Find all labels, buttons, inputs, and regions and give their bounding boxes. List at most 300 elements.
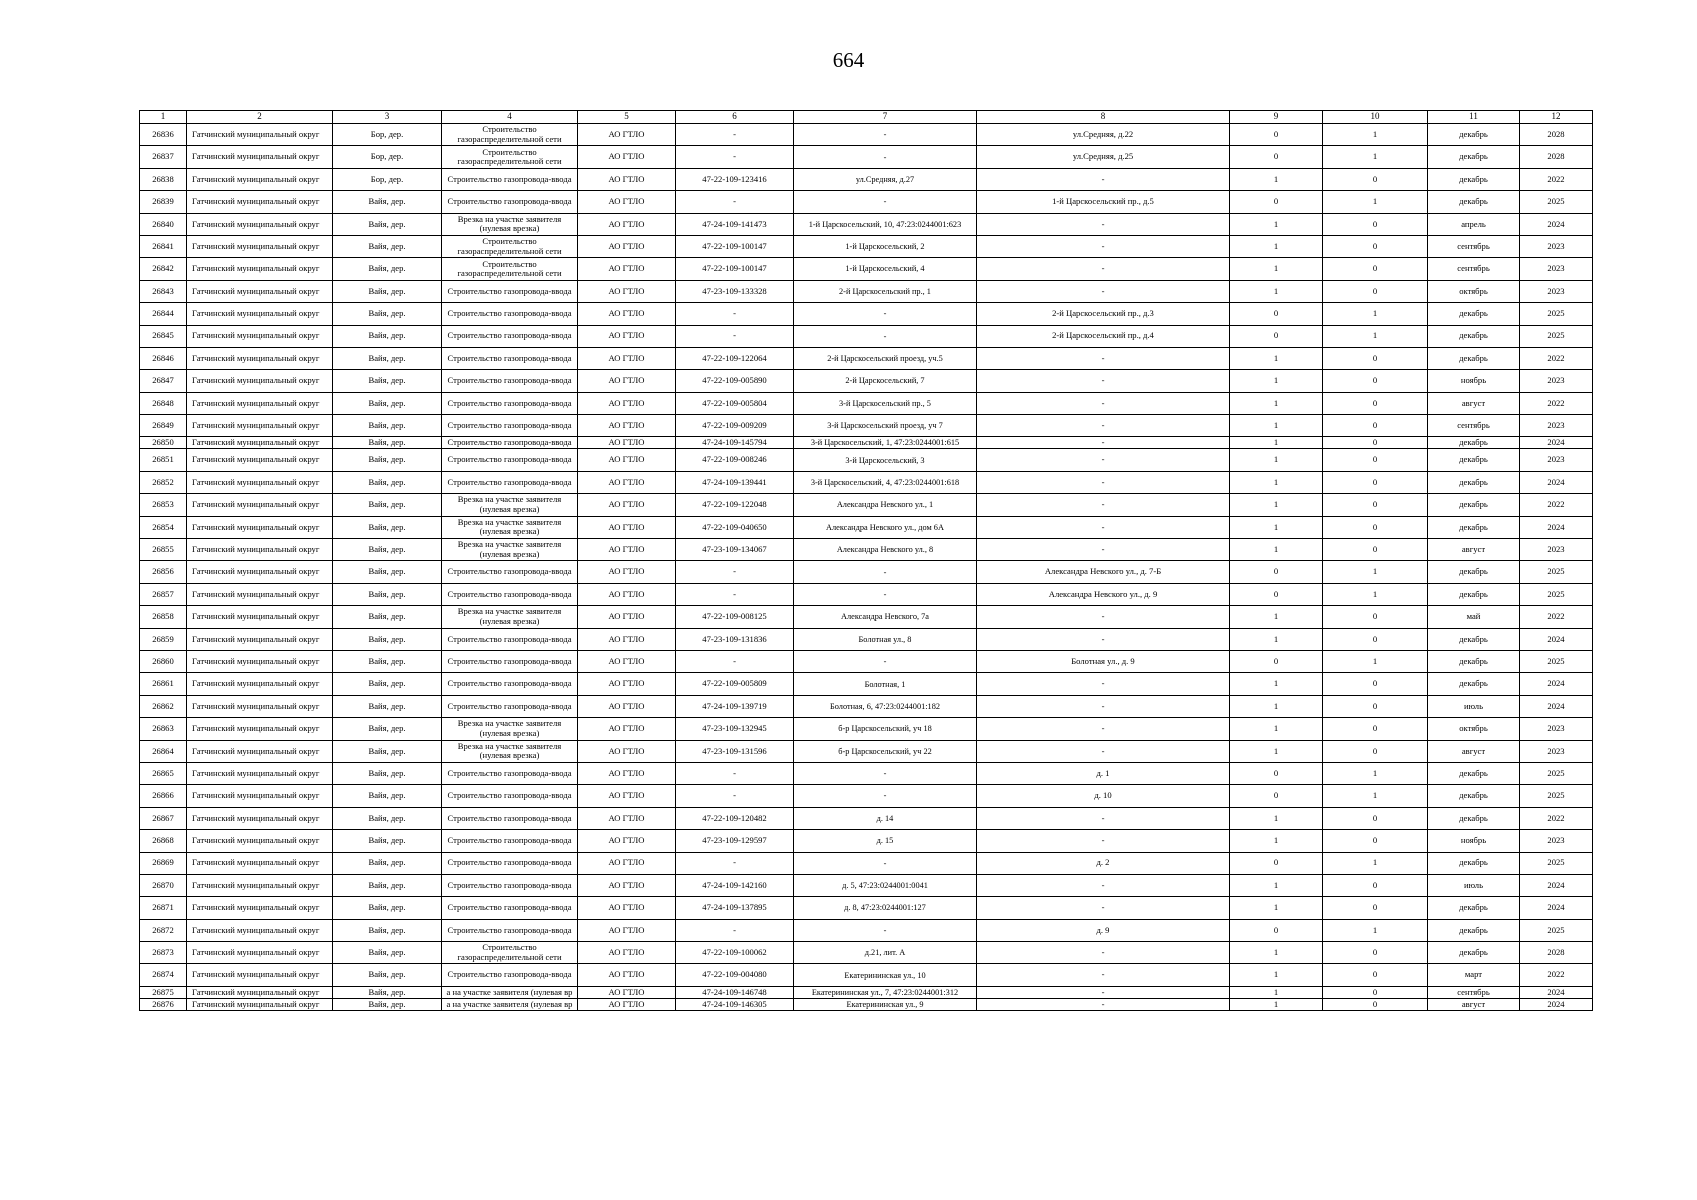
municipality-cell: Гатчинский муниципальный округ xyxy=(187,191,333,213)
existing-count-cell: 1 xyxy=(1230,258,1323,280)
municipality-cell: Гатчинский муниципальный округ xyxy=(187,471,333,493)
settlement-cell: Вайя, дер. xyxy=(333,695,442,717)
planned-count-cell: 0 xyxy=(1323,897,1428,919)
work-type-cell: Строительство газораспределительной сети xyxy=(442,235,578,257)
project-number-cell: - xyxy=(676,785,794,807)
project-number-cell: 47-24-109-146305 xyxy=(676,998,794,1010)
project-number-cell: - xyxy=(676,561,794,583)
address-cell: ул.Средняя, д.27 xyxy=(794,168,977,190)
planned-address-cell: - xyxy=(977,964,1230,986)
work-type-cell: Строительство газораспределительной сети xyxy=(442,124,578,146)
project-number-cell: - xyxy=(676,325,794,347)
planned-count-cell: 0 xyxy=(1323,437,1428,449)
year-cell: 2022 xyxy=(1520,606,1593,628)
existing-count-cell: 0 xyxy=(1230,762,1323,784)
planned-count-cell: 0 xyxy=(1323,539,1428,561)
project-number-cell: - xyxy=(676,303,794,325)
year-cell: 2025 xyxy=(1520,650,1593,672)
work-type-cell: Врезка на участке заявителя (нулевая врезка) xyxy=(442,606,578,628)
settlement-cell: Бор, дер. xyxy=(333,168,442,190)
planned-address-cell: ул.Средняя, д.22 xyxy=(977,124,1230,146)
column-header: 6 xyxy=(676,111,794,124)
organization-cell: АО ГТЛО xyxy=(578,494,676,516)
settlement-cell: Вайя, дер. xyxy=(333,258,442,280)
organization-cell: АО ГТЛО xyxy=(578,740,676,762)
address-cell: - xyxy=(794,762,977,784)
settlement-cell: Вайя, дер. xyxy=(333,986,442,998)
project-number-cell: 47-22-109-040650 xyxy=(676,516,794,538)
address-cell: 2-й Царскосельский пр., 1 xyxy=(794,280,977,302)
project-number-cell: 47-24-109-145794 xyxy=(676,437,794,449)
address-cell: д. 15 xyxy=(794,830,977,852)
planned-count-cell: 1 xyxy=(1323,583,1428,605)
table-row xyxy=(140,740,1593,762)
organization-cell: АО ГТЛО xyxy=(578,516,676,538)
project-number-cell: 47-23-109-133328 xyxy=(676,280,794,302)
work-type-cell: Строительство газопровода-ввода xyxy=(442,673,578,695)
address-cell: д. 14 xyxy=(794,807,977,829)
planned-count-cell: 0 xyxy=(1323,258,1428,280)
existing-count-cell: 1 xyxy=(1230,370,1323,392)
month-cell: апрель xyxy=(1428,213,1520,235)
month-cell: декабрь xyxy=(1428,303,1520,325)
municipality-cell: Гатчинский муниципальный округ xyxy=(187,539,333,561)
address-cell: - xyxy=(794,561,977,583)
address-cell: - xyxy=(794,124,977,146)
planned-count-cell: 0 xyxy=(1323,695,1428,717)
address-cell: - xyxy=(794,191,977,213)
planned-count-cell: 0 xyxy=(1323,370,1428,392)
planned-address-cell: - xyxy=(977,807,1230,829)
year-cell: 2024 xyxy=(1520,897,1593,919)
year-cell: 2022 xyxy=(1520,347,1593,369)
planned-count-cell: 0 xyxy=(1323,235,1428,257)
work-type-cell: Строительство газопровода-ввода xyxy=(442,762,578,784)
work-type-cell: Строительство газопровода-ввода xyxy=(442,471,578,493)
address-cell: Александра Невского ул., дом 6А xyxy=(794,516,977,538)
row-number-cell: 26858 xyxy=(140,606,187,628)
table-row xyxy=(140,516,1593,538)
work-type-cell: Строительство газопровода-ввода xyxy=(442,347,578,369)
row-number-cell: 26839 xyxy=(140,191,187,213)
work-type-cell: Строительство газопровода-ввода xyxy=(442,449,578,471)
column-header: 11 xyxy=(1428,111,1520,124)
existing-count-cell: 1 xyxy=(1230,740,1323,762)
organization-cell: АО ГТЛО xyxy=(578,897,676,919)
organization-cell: АО ГТЛО xyxy=(578,606,676,628)
project-number-cell: - xyxy=(676,650,794,672)
work-type-cell: Строительство газопровода-ввода xyxy=(442,280,578,302)
table-row xyxy=(140,303,1593,325)
month-cell: декабрь xyxy=(1428,628,1520,650)
address-cell: Болотная, 6, 47:23:0244001:182 xyxy=(794,695,977,717)
organization-cell: АО ГТЛО xyxy=(578,258,676,280)
organization-cell: АО ГТЛО xyxy=(578,998,676,1010)
year-cell: 2024 xyxy=(1520,673,1593,695)
project-number-cell: 47-23-109-131836 xyxy=(676,628,794,650)
municipality-cell: Гатчинский муниципальный округ xyxy=(187,168,333,190)
year-cell: 2022 xyxy=(1520,168,1593,190)
project-number-cell: 47-22-109-005804 xyxy=(676,392,794,414)
table-body xyxy=(140,124,1593,1011)
settlement-cell: Вайя, дер. xyxy=(333,325,442,347)
address-cell: б-р Царскосельский, уч 22 xyxy=(794,740,977,762)
municipality-cell: Гатчинский муниципальный округ xyxy=(187,897,333,919)
table-row xyxy=(140,168,1593,190)
settlement-cell: Вайя, дер. xyxy=(333,628,442,650)
project-number-cell: - xyxy=(676,852,794,874)
project-number-cell: 47-22-109-008246 xyxy=(676,449,794,471)
address-cell: - xyxy=(794,785,977,807)
address-cell: б-р Царскосельский, уч 18 xyxy=(794,718,977,740)
month-cell: декабрь xyxy=(1428,191,1520,213)
month-cell: декабрь xyxy=(1428,785,1520,807)
municipality-cell: Гатчинский муниципальный округ xyxy=(187,919,333,941)
row-number-cell: 26851 xyxy=(140,449,187,471)
municipality-cell: Гатчинский муниципальный округ xyxy=(187,785,333,807)
planned-count-cell: 0 xyxy=(1323,986,1428,998)
planned-address-cell: - xyxy=(977,874,1230,896)
organization-cell: АО ГТЛО xyxy=(578,303,676,325)
month-cell: декабрь xyxy=(1428,762,1520,784)
planned-count-cell: 0 xyxy=(1323,998,1428,1010)
settlement-cell: Вайя, дер. xyxy=(333,606,442,628)
planned-count-cell: 0 xyxy=(1323,415,1428,437)
year-cell: 2025 xyxy=(1520,762,1593,784)
project-number-cell: - xyxy=(676,191,794,213)
address-cell: - xyxy=(794,146,977,168)
table-row xyxy=(140,449,1593,471)
planned-address-cell: - xyxy=(977,235,1230,257)
planned-count-cell: 0 xyxy=(1323,213,1428,235)
address-cell: Александра Невского, 7а xyxy=(794,606,977,628)
row-number-cell: 26862 xyxy=(140,695,187,717)
row-number-cell: 26871 xyxy=(140,897,187,919)
project-number-cell: 47-22-109-005809 xyxy=(676,673,794,695)
existing-count-cell: 1 xyxy=(1230,235,1323,257)
project-number-cell: 47-22-109-120482 xyxy=(676,807,794,829)
address-cell: д.21, лит. А xyxy=(794,942,977,964)
work-type-cell: Строительство газопровода-ввода xyxy=(442,561,578,583)
table-row xyxy=(140,998,1593,1010)
year-cell: 2025 xyxy=(1520,325,1593,347)
work-type-cell: а на участке заявителя (нулевая вр xyxy=(442,998,578,1010)
table-row xyxy=(140,986,1593,998)
municipality-cell: Гатчинский муниципальный округ xyxy=(187,852,333,874)
work-type-cell: Строительство газораспределительной сети xyxy=(442,942,578,964)
year-cell: 2024 xyxy=(1520,628,1593,650)
settlement-cell: Вайя, дер. xyxy=(333,191,442,213)
address-cell: д. 5, 47:23:0244001:0041 xyxy=(794,874,977,896)
year-cell: 2022 xyxy=(1520,807,1593,829)
municipality-cell: Гатчинский муниципальный округ xyxy=(187,561,333,583)
municipality-cell: Гатчинский муниципальный округ xyxy=(187,606,333,628)
row-number-cell: 26873 xyxy=(140,942,187,964)
project-number-cell: 47-23-109-132945 xyxy=(676,718,794,740)
row-number-cell: 26876 xyxy=(140,998,187,1010)
project-number-cell: - xyxy=(676,762,794,784)
planned-address-cell: 2-й Царскосельский пр., д.3 xyxy=(977,303,1230,325)
column-header: 8 xyxy=(977,111,1230,124)
planned-address-cell: Александра Невского ул., д. 9 xyxy=(977,583,1230,605)
planned-address-cell: - xyxy=(977,606,1230,628)
month-cell: сентябрь xyxy=(1428,986,1520,998)
project-number-cell: 47-22-109-122064 xyxy=(676,347,794,369)
project-number-cell: - xyxy=(676,919,794,941)
planned-address-cell: - xyxy=(977,718,1230,740)
year-cell: 2024 xyxy=(1520,874,1593,896)
month-cell: август xyxy=(1428,392,1520,414)
organization-cell: АО ГТЛО xyxy=(578,561,676,583)
existing-count-cell: 1 xyxy=(1230,494,1323,516)
table-row xyxy=(140,280,1593,302)
row-number-cell: 26874 xyxy=(140,964,187,986)
row-number-cell: 26856 xyxy=(140,561,187,583)
planned-address-cell: 2-й Царскосельский пр., д.4 xyxy=(977,325,1230,347)
planned-address-cell: - xyxy=(977,392,1230,414)
address-cell: Болотная, 1 xyxy=(794,673,977,695)
year-cell: 2025 xyxy=(1520,191,1593,213)
planned-address-cell: Александра Невского ул., д. 7-Б xyxy=(977,561,1230,583)
column-header: 2 xyxy=(187,111,333,124)
existing-count-cell: 1 xyxy=(1230,897,1323,919)
organization-cell: АО ГТЛО xyxy=(578,449,676,471)
month-cell: август xyxy=(1428,539,1520,561)
row-number-cell: 26859 xyxy=(140,628,187,650)
month-cell: декабрь xyxy=(1428,437,1520,449)
month-cell: декабрь xyxy=(1428,673,1520,695)
municipality-cell: Гатчинский муниципальный округ xyxy=(187,494,333,516)
existing-count-cell: 1 xyxy=(1230,471,1323,493)
municipality-cell: Гатчинский муниципальный округ xyxy=(187,830,333,852)
address-cell: - xyxy=(794,583,977,605)
existing-count-cell: 1 xyxy=(1230,280,1323,302)
table-row xyxy=(140,471,1593,493)
municipality-cell: Гатчинский муниципальный округ xyxy=(187,213,333,235)
work-type-cell: Врезка на участке заявителя (нулевая врезка) xyxy=(442,516,578,538)
municipality-cell: Гатчинский муниципальный округ xyxy=(187,370,333,392)
existing-count-cell: 0 xyxy=(1230,146,1323,168)
year-cell: 2024 xyxy=(1520,695,1593,717)
work-type-cell: Строительство газопровода-ввода xyxy=(442,415,578,437)
address-cell: 3-й Царскосельский пр., 5 xyxy=(794,392,977,414)
month-cell: декабрь xyxy=(1428,852,1520,874)
municipality-cell: Гатчинский муниципальный округ xyxy=(187,964,333,986)
planned-address-cell: - xyxy=(977,986,1230,998)
table-row xyxy=(140,628,1593,650)
month-cell: декабрь xyxy=(1428,494,1520,516)
row-number-cell: 26840 xyxy=(140,213,187,235)
organization-cell: АО ГТЛО xyxy=(578,785,676,807)
municipality-cell: Гатчинский муниципальный округ xyxy=(187,280,333,302)
organization-cell: АО ГТЛО xyxy=(578,628,676,650)
project-number-cell: 47-22-109-100062 xyxy=(676,942,794,964)
project-number-cell: 47-22-109-004080 xyxy=(676,964,794,986)
address-cell: - xyxy=(794,852,977,874)
planned-count-cell: 0 xyxy=(1323,471,1428,493)
municipality-cell: Гатчинский муниципальный округ xyxy=(187,673,333,695)
project-number-cell: - xyxy=(676,583,794,605)
table-row xyxy=(140,235,1593,257)
municipality-cell: Гатчинский муниципальный округ xyxy=(187,628,333,650)
month-cell: май xyxy=(1428,606,1520,628)
year-cell: 2023 xyxy=(1520,830,1593,852)
organization-cell: АО ГТЛО xyxy=(578,695,676,717)
table-row xyxy=(140,695,1593,717)
year-cell: 2024 xyxy=(1520,998,1593,1010)
organization-cell: АО ГТЛО xyxy=(578,124,676,146)
address-cell: - xyxy=(794,919,977,941)
row-number-cell: 26852 xyxy=(140,471,187,493)
project-number-cell: 47-24-109-139719 xyxy=(676,695,794,717)
planned-address-cell: - xyxy=(977,449,1230,471)
table-row xyxy=(140,673,1593,695)
organization-cell: АО ГТЛО xyxy=(578,213,676,235)
work-type-cell: Строительство газопровода-ввода xyxy=(442,785,578,807)
month-cell: сентябрь xyxy=(1428,415,1520,437)
existing-count-cell: 0 xyxy=(1230,852,1323,874)
row-number-cell: 26853 xyxy=(140,494,187,516)
address-cell: - xyxy=(794,325,977,347)
municipality-cell: Гатчинский муниципальный округ xyxy=(187,258,333,280)
planned-address-cell: - xyxy=(977,437,1230,449)
existing-count-cell: 1 xyxy=(1230,415,1323,437)
existing-count-cell: 1 xyxy=(1230,673,1323,695)
planned-address-cell: - xyxy=(977,539,1230,561)
existing-count-cell: 1 xyxy=(1230,628,1323,650)
address-cell: 1-й Царскосельский, 10, 47:23:0244001:623 xyxy=(794,213,977,235)
settlement-cell: Бор, дер. xyxy=(333,146,442,168)
month-cell: декабрь xyxy=(1428,146,1520,168)
organization-cell: АО ГТЛО xyxy=(578,650,676,672)
existing-count-cell: 0 xyxy=(1230,303,1323,325)
organization-cell: АО ГТЛО xyxy=(578,325,676,347)
year-cell: 2025 xyxy=(1520,785,1593,807)
existing-count-cell: 0 xyxy=(1230,191,1323,213)
settlement-cell: Вайя, дер. xyxy=(333,852,442,874)
settlement-cell: Вайя, дер. xyxy=(333,449,442,471)
work-type-cell: Строительство газопровода-ввода xyxy=(442,830,578,852)
organization-cell: АО ГТЛО xyxy=(578,852,676,874)
planned-count-cell: 0 xyxy=(1323,347,1428,369)
organization-cell: АО ГТЛО xyxy=(578,471,676,493)
planned-address-cell: - xyxy=(977,258,1230,280)
planned-count-cell: 0 xyxy=(1323,718,1428,740)
table-row xyxy=(140,807,1593,829)
table-row xyxy=(140,437,1593,449)
settlement-cell: Вайя, дер. xyxy=(333,874,442,896)
year-cell: 2024 xyxy=(1520,213,1593,235)
month-cell: декабрь xyxy=(1428,449,1520,471)
planned-count-cell: 1 xyxy=(1323,762,1428,784)
table-row xyxy=(140,494,1593,516)
month-cell: декабрь xyxy=(1428,561,1520,583)
address-cell: - xyxy=(794,650,977,672)
table-row xyxy=(140,213,1593,235)
row-number-cell: 26869 xyxy=(140,852,187,874)
work-type-cell: Строительство газопровода-ввода xyxy=(442,695,578,717)
planned-count-cell: 1 xyxy=(1323,303,1428,325)
existing-count-cell: 0 xyxy=(1230,561,1323,583)
month-cell: октябрь xyxy=(1428,280,1520,302)
table-row xyxy=(140,874,1593,896)
planned-address-cell: д. 10 xyxy=(977,785,1230,807)
municipality-cell: Гатчинский муниципальный округ xyxy=(187,650,333,672)
municipality-cell: Гатчинский муниципальный округ xyxy=(187,695,333,717)
table-row xyxy=(140,762,1593,784)
table-row xyxy=(140,606,1593,628)
municipality-cell: Гатчинский муниципальный округ xyxy=(187,146,333,168)
settlement-cell: Вайя, дер. xyxy=(333,516,442,538)
organization-cell: АО ГТЛО xyxy=(578,437,676,449)
municipality-cell: Гатчинский муниципальный округ xyxy=(187,998,333,1010)
settlement-cell: Вайя, дер. xyxy=(333,740,442,762)
organization-cell: АО ГТЛО xyxy=(578,919,676,941)
project-number-cell: 47-24-109-142160 xyxy=(676,874,794,896)
existing-count-cell: 1 xyxy=(1230,986,1323,998)
organization-cell: АО ГТЛО xyxy=(578,415,676,437)
planned-address-cell: - xyxy=(977,347,1230,369)
existing-count-cell: 1 xyxy=(1230,874,1323,896)
planned-count-cell: 1 xyxy=(1323,919,1428,941)
row-number-cell: 26848 xyxy=(140,392,187,414)
settlement-cell: Вайя, дер. xyxy=(333,998,442,1010)
table-row xyxy=(140,191,1593,213)
address-cell: 3-й Царскосельский, 1, 47:23:0244001:615 xyxy=(794,437,977,449)
row-number-cell: 26861 xyxy=(140,673,187,695)
planned-address-cell: - xyxy=(977,280,1230,302)
planned-address-cell: ул.Средняя, д.25 xyxy=(977,146,1230,168)
year-cell: 2028 xyxy=(1520,942,1593,964)
month-cell: март xyxy=(1428,964,1520,986)
planned-address-cell: д. 9 xyxy=(977,919,1230,941)
existing-count-cell: 0 xyxy=(1230,919,1323,941)
existing-count-cell: 0 xyxy=(1230,124,1323,146)
settlement-cell: Вайя, дер. xyxy=(333,561,442,583)
planned-address-cell: - xyxy=(977,942,1230,964)
year-cell: 2025 xyxy=(1520,852,1593,874)
planned-address-cell: - xyxy=(977,628,1230,650)
row-number-cell: 26854 xyxy=(140,516,187,538)
table-row xyxy=(140,124,1593,146)
settlement-cell: Вайя, дер. xyxy=(333,235,442,257)
year-cell: 2025 xyxy=(1520,919,1593,941)
planned-address-cell: Болотная ул., д. 9 xyxy=(977,650,1230,672)
planned-count-cell: 0 xyxy=(1323,628,1428,650)
project-number-cell: 47-22-109-008125 xyxy=(676,606,794,628)
table-row xyxy=(140,539,1593,561)
planned-address-cell: - xyxy=(977,830,1230,852)
year-cell: 2023 xyxy=(1520,370,1593,392)
planned-address-cell: - xyxy=(977,494,1230,516)
planned-count-cell: 0 xyxy=(1323,942,1428,964)
work-type-cell: Строительство газопровода-ввода xyxy=(442,628,578,650)
month-cell: август xyxy=(1428,998,1520,1010)
settlement-cell: Вайя, дер. xyxy=(333,213,442,235)
organization-cell: АО ГТЛО xyxy=(578,807,676,829)
existing-count-cell: 1 xyxy=(1230,718,1323,740)
settlement-cell: Вайя, дер. xyxy=(333,807,442,829)
work-type-cell: Врезка на участке заявителя (нулевая врезка) xyxy=(442,494,578,516)
row-number-cell: 26837 xyxy=(140,146,187,168)
organization-cell: АО ГТЛО xyxy=(578,874,676,896)
row-number-cell: 26865 xyxy=(140,762,187,784)
table-row xyxy=(140,258,1593,280)
project-number-cell: 47-24-109-141473 xyxy=(676,213,794,235)
month-cell: июль xyxy=(1428,695,1520,717)
year-cell: 2024 xyxy=(1520,471,1593,493)
work-type-cell: Врезка на участке заявителя (нулевая врезка) xyxy=(442,718,578,740)
